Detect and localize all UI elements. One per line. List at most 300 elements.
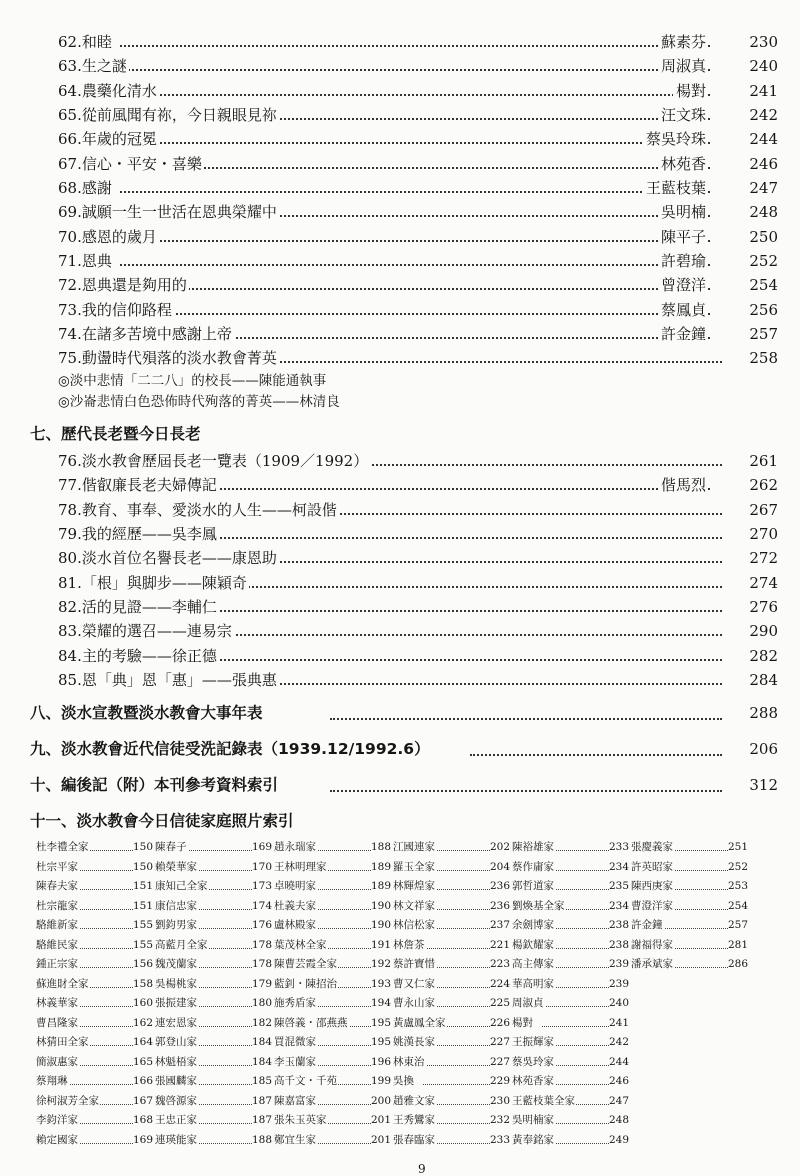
photo-index-entry bbox=[393, 1111, 516, 1131]
family-page: 237 bbox=[489, 919, 510, 931]
family-page: 185 bbox=[251, 1075, 272, 1087]
dot-leader bbox=[120, 69, 710, 71]
family-page: 199 bbox=[370, 1075, 391, 1087]
dot-leader bbox=[423, 948, 490, 949]
entry-page: 262 bbox=[749, 476, 778, 495]
entry-title: 78.教育、事奉、愛淡水的人生——柯設偕 bbox=[58, 498, 339, 522]
dot-leader bbox=[542, 1006, 609, 1007]
photo-index-column bbox=[631, 838, 754, 1150]
entry-page: 276 bbox=[749, 597, 778, 616]
entry-author: 王藍枝葉 bbox=[643, 176, 706, 200]
toc-note: ◎沙崙悲情白色恐佈時代殉落的菁英——林清良 bbox=[58, 393, 340, 410]
family-page: 221 bbox=[489, 938, 510, 951]
family-name: 劉煥基全家 bbox=[512, 897, 566, 917]
entry-title: 62.和睦 bbox=[58, 30, 114, 54]
family-name: 蔡翔琳 bbox=[36, 1072, 69, 1092]
toc-entry bbox=[0, 522, 800, 546]
toc-entry bbox=[0, 498, 800, 522]
photo-index-entry bbox=[393, 955, 516, 975]
photo-index-entry bbox=[512, 858, 635, 878]
photo-index-entry bbox=[36, 955, 159, 975]
family-name: 林詹茶 bbox=[393, 936, 426, 956]
toc-entry bbox=[0, 273, 800, 297]
family-page: 189 bbox=[370, 880, 391, 892]
family-page: 162 bbox=[132, 1016, 153, 1029]
family-name: 黃奉銘家 bbox=[512, 1131, 555, 1151]
family-name: 林東治 bbox=[393, 1053, 426, 1073]
family-page: 236 bbox=[489, 899, 510, 912]
family-page: 179 bbox=[251, 977, 272, 990]
toc-entry bbox=[0, 346, 800, 370]
family-page: 169 bbox=[132, 1133, 153, 1146]
toc-entry bbox=[0, 571, 800, 595]
family-page: 253 bbox=[727, 880, 748, 892]
photo-index-entry bbox=[512, 897, 635, 917]
family-page: 242 bbox=[608, 1036, 629, 1048]
entry-author: 吳明楠 bbox=[658, 200, 706, 224]
photo-index-entry bbox=[631, 955, 754, 975]
entry-title: 71.恩典 bbox=[58, 249, 114, 273]
family-name: 周淑貞 bbox=[512, 994, 545, 1014]
photo-index-column bbox=[155, 838, 278, 1150]
entry-page: 272 bbox=[749, 549, 778, 568]
photo-index-entry bbox=[274, 955, 397, 975]
family-page: 170 bbox=[251, 860, 272, 873]
family-name: 施秀盾家 bbox=[274, 994, 317, 1014]
entry-author: 陳平子 bbox=[658, 225, 706, 249]
family-page: 239 bbox=[608, 977, 629, 990]
photo-index-entry bbox=[155, 1072, 278, 1092]
table-of-contents bbox=[0, 30, 800, 836]
family-name: 杜宗平家 bbox=[36, 858, 79, 878]
family-name: 陳西庚家 bbox=[631, 877, 674, 897]
photo-index-entry bbox=[155, 1092, 278, 1112]
photo-index-entry bbox=[155, 838, 278, 858]
family-name: 張春臨家 bbox=[393, 1131, 436, 1151]
family-page: 195 bbox=[370, 1036, 391, 1048]
photo-index-entry bbox=[155, 897, 278, 917]
photo-index-entry bbox=[512, 936, 635, 956]
family-name: 高千文・千苑 bbox=[274, 1072, 338, 1092]
family-page: 184 bbox=[251, 1036, 272, 1048]
family-name: 楊對 bbox=[512, 1014, 534, 1034]
photo-index-entry bbox=[36, 897, 159, 917]
family-name: 蔡吳玲家 bbox=[512, 1053, 555, 1073]
section-title: 十一、淡水教會今日信徒家庭照片索引 bbox=[30, 807, 297, 836]
entry-page: 257 bbox=[749, 325, 778, 344]
entry-title: 74.在諸多苦境中感謝上帝 bbox=[58, 322, 234, 346]
entry-page: 252 bbox=[749, 252, 778, 271]
family-page: 226 bbox=[489, 1016, 510, 1029]
section-10-heading bbox=[0, 771, 800, 800]
family-name: 鄭宜生家 bbox=[274, 1131, 317, 1151]
photo-index-entry bbox=[512, 877, 635, 897]
photo-index-entry bbox=[36, 1033, 159, 1053]
family-name: 林信松家 bbox=[393, 916, 436, 936]
entry-title: 70.感恩的歲月 bbox=[58, 225, 159, 249]
family-page: 180 bbox=[251, 997, 272, 1009]
toc-entries-part-2 bbox=[0, 449, 800, 692]
photo-index-entry bbox=[155, 1033, 278, 1053]
photo-index-entry bbox=[36, 994, 159, 1014]
family-page: 246 bbox=[608, 1075, 629, 1087]
entry-title: 84.主的考驗——徐正德 bbox=[58, 644, 219, 668]
entry-author: 周淑真 bbox=[658, 54, 706, 78]
photo-index-entry bbox=[274, 897, 397, 917]
entry-title: 72.恩典還是夠用的 bbox=[58, 273, 189, 297]
entry-page: 284 bbox=[749, 670, 778, 689]
family-name: 杜義夫家 bbox=[274, 897, 317, 917]
family-name: 華高明家 bbox=[512, 975, 555, 995]
photo-index-entry bbox=[36, 1014, 159, 1034]
photo-index-entry bbox=[631, 838, 754, 858]
family-page: 240 bbox=[608, 997, 629, 1009]
family-name: 曹澄洋家 bbox=[631, 897, 674, 917]
photo-index-entry bbox=[393, 1072, 516, 1092]
entry-page: 258 bbox=[749, 349, 778, 368]
family-page: 151 bbox=[132, 880, 153, 892]
family-name: 陳春子 bbox=[155, 838, 188, 858]
dot-leader bbox=[120, 191, 710, 193]
photo-index-entry bbox=[393, 838, 516, 858]
family-page: 168 bbox=[132, 1114, 153, 1126]
photo-index-entry bbox=[36, 936, 159, 956]
photo-index-entry bbox=[155, 877, 278, 897]
family-name: 高主傳家 bbox=[512, 955, 555, 975]
family-page: 174 bbox=[251, 899, 272, 912]
family-page: 188 bbox=[370, 841, 391, 853]
family-name: 李鈞洋家 bbox=[36, 1111, 79, 1131]
family-page: 201 bbox=[370, 1114, 391, 1126]
family-page: 195 bbox=[370, 1016, 391, 1029]
family-page: 192 bbox=[370, 958, 391, 970]
photo-index-column bbox=[36, 838, 159, 1150]
toc-entries-part-1 bbox=[0, 30, 800, 371]
family-name: 連瑛能家 bbox=[155, 1131, 198, 1151]
photo-index-entry bbox=[512, 1092, 635, 1112]
entry-author: 林苑香 bbox=[658, 152, 706, 176]
family-name: 吳楊桃家 bbox=[155, 975, 198, 995]
family-page: 234 bbox=[608, 899, 629, 912]
photo-index-entry bbox=[512, 994, 635, 1014]
family-name: 林猜田全家 bbox=[36, 1033, 90, 1053]
family-name: 陳嘉富家 bbox=[274, 1092, 317, 1112]
section-page: 312 bbox=[749, 776, 778, 795]
family-page: 225 bbox=[489, 997, 510, 1009]
dot-leader bbox=[120, 288, 710, 290]
family-name: 林文祥家 bbox=[393, 897, 436, 917]
entry-page: 282 bbox=[749, 646, 778, 665]
family-name: 張國麟家 bbox=[155, 1072, 198, 1092]
dot-leader bbox=[185, 850, 252, 851]
photo-index-entry bbox=[631, 897, 754, 917]
family-name: 余劍博家 bbox=[512, 916, 555, 936]
family-name: 買混微家 bbox=[274, 1033, 317, 1053]
photo-index-entry bbox=[631, 877, 754, 897]
entry-author: 楊對 bbox=[673, 79, 706, 103]
family-name: 曹昌隆家 bbox=[36, 1014, 79, 1034]
dot-leader bbox=[120, 264, 710, 266]
family-page: 169 bbox=[251, 841, 272, 853]
family-page: 232 bbox=[489, 1114, 510, 1126]
toc-entry bbox=[0, 127, 800, 151]
family-page: 178 bbox=[251, 938, 272, 951]
family-page: 150 bbox=[132, 841, 153, 853]
family-page: 236 bbox=[489, 880, 510, 892]
photo-index-entry bbox=[36, 858, 159, 878]
toc-entry bbox=[0, 449, 800, 473]
photo-index-entry bbox=[512, 838, 635, 858]
entry-title: 75.動盪時代殞落的淡水教會菁英 bbox=[58, 346, 279, 370]
photo-index-entry bbox=[274, 1092, 397, 1112]
family-page: 188 bbox=[251, 1133, 272, 1146]
entry-page: 241 bbox=[749, 81, 778, 100]
entry-author: 蘇素芬 bbox=[658, 30, 706, 54]
entry-page: 240 bbox=[749, 57, 778, 76]
toc-entry bbox=[0, 176, 800, 200]
toc-entry bbox=[0, 595, 800, 619]
entry-title: 73.我的信仰路程 bbox=[58, 298, 174, 322]
photo-index-entry bbox=[36, 1053, 159, 1073]
family-page: 150 bbox=[132, 860, 153, 873]
toc-entry bbox=[0, 668, 800, 692]
family-name: 吳換 bbox=[393, 1072, 415, 1092]
entry-author: 許金鐘 bbox=[658, 322, 706, 346]
family-page: 201 bbox=[370, 1133, 391, 1146]
family-page: 187 bbox=[251, 1114, 272, 1126]
family-name: 許英昭家 bbox=[631, 858, 674, 878]
photo-index-entry bbox=[631, 858, 754, 878]
photo-index-entry bbox=[393, 897, 516, 917]
section-title: 九、淡水教會近代信徒受洗記錄表（1939.12/1992.6） bbox=[30, 735, 433, 764]
dot-leader bbox=[120, 142, 710, 144]
dot-leader bbox=[120, 94, 710, 96]
photo-index-entry bbox=[512, 1072, 635, 1092]
family-name: 蔡許寶惜 bbox=[393, 955, 436, 975]
photo-index-entry bbox=[274, 877, 397, 897]
family-name: 曹又仁家 bbox=[393, 975, 436, 995]
photo-index-entry bbox=[274, 1053, 397, 1073]
photo-index-entry bbox=[36, 877, 159, 897]
family-name: 王忠正家 bbox=[155, 1111, 198, 1131]
family-page: 184 bbox=[251, 1055, 272, 1068]
family-page: 164 bbox=[132, 1036, 153, 1048]
family-page: 227 bbox=[489, 1055, 510, 1068]
entry-page: 254 bbox=[749, 276, 778, 295]
family-name: 杜宗龍家 bbox=[36, 897, 79, 917]
photo-index-entry bbox=[274, 1072, 397, 1092]
photo-index-column bbox=[512, 838, 635, 1150]
family-page: 196 bbox=[370, 1055, 391, 1068]
family-name: 蘇進財全家 bbox=[36, 975, 90, 995]
family-name: 陳啓義・邵燕燕 bbox=[274, 1014, 349, 1034]
photo-index-grid bbox=[36, 838, 776, 1150]
family-name: 盧林殿家 bbox=[274, 916, 317, 936]
photo-index-entry bbox=[512, 1014, 635, 1034]
dot-leader bbox=[330, 790, 722, 792]
photo-index-entry bbox=[155, 1111, 278, 1131]
photo-index-entry bbox=[393, 858, 516, 878]
entry-title: 81.「根」與脚步——陳穎奇 bbox=[58, 571, 249, 595]
entry-title: 66.年歲的冠冕 bbox=[58, 127, 159, 151]
family-name: 康信忠家 bbox=[155, 897, 198, 917]
toc-entry bbox=[0, 322, 800, 346]
entry-title: 85.恩「典」恩「惠」——張典惠 bbox=[58, 668, 279, 692]
family-name: 駱維民家 bbox=[36, 936, 79, 956]
photo-index-entry bbox=[36, 1131, 159, 1151]
family-name: 康知己全家 bbox=[155, 877, 209, 897]
family-name: 李玉蘭家 bbox=[274, 1053, 317, 1073]
family-name: 蔡作庸家 bbox=[512, 858, 555, 878]
family-name: 趙永瑞家 bbox=[274, 838, 317, 858]
photo-index-entry bbox=[155, 858, 278, 878]
entry-author: 曾澄洋 bbox=[658, 273, 706, 297]
page-number: 9 bbox=[418, 1162, 426, 1176]
photo-index-entry bbox=[393, 1092, 516, 1112]
family-page: 247 bbox=[608, 1094, 629, 1107]
entry-author: 蔡鳳貞 bbox=[658, 298, 706, 322]
photo-index-entry bbox=[393, 975, 516, 995]
family-name: 張朱玉英家 bbox=[274, 1111, 328, 1131]
entry-title: 76.淡水教會歷屆長老一覽表（1909／1992） bbox=[58, 449, 370, 473]
dot-leader bbox=[423, 1065, 490, 1066]
toc-entry bbox=[0, 298, 800, 322]
family-page: 165 bbox=[132, 1055, 153, 1068]
photo-index-entry bbox=[36, 1092, 159, 1112]
family-name: 張慶義家 bbox=[631, 838, 674, 858]
toc-entry bbox=[0, 225, 800, 249]
toc-entry bbox=[0, 473, 800, 497]
family-page: 227 bbox=[489, 1036, 510, 1048]
family-page: 193 bbox=[370, 977, 391, 990]
family-name: 陳春夫家 bbox=[36, 877, 79, 897]
dot-leader bbox=[120, 313, 710, 315]
dot-leader bbox=[470, 754, 722, 756]
toc-entry bbox=[0, 546, 800, 570]
photo-index-entry bbox=[155, 994, 278, 1014]
entry-title: 63.生之謎 bbox=[58, 54, 129, 78]
family-page: 173 bbox=[251, 880, 272, 892]
family-page: 254 bbox=[727, 899, 748, 912]
photo-index-entry bbox=[274, 838, 397, 858]
photo-index-entry bbox=[155, 1131, 278, 1151]
photo-index-entry bbox=[155, 1014, 278, 1034]
entry-author: 汪文珠 bbox=[658, 103, 706, 127]
toc-entry bbox=[0, 103, 800, 127]
family-page: 234 bbox=[608, 860, 629, 873]
family-page: 167 bbox=[132, 1094, 153, 1107]
family-name: 陳裕雄家 bbox=[512, 838, 555, 858]
toc-entry bbox=[0, 30, 800, 54]
toc-entry bbox=[0, 644, 800, 668]
family-name: 連宏恩家 bbox=[155, 1014, 198, 1034]
family-page: 191 bbox=[370, 938, 391, 951]
section-page: 206 bbox=[749, 740, 778, 759]
entry-title: 79.我的經歷——吳李鳳 bbox=[58, 522, 219, 546]
family-page: 160 bbox=[132, 997, 153, 1009]
family-page: 241 bbox=[608, 1016, 629, 1029]
photo-index-entry bbox=[631, 916, 754, 936]
family-name: 王藍枝葉全家 bbox=[512, 1092, 576, 1112]
family-page: 252 bbox=[727, 860, 748, 873]
family-name: 黃盧鳳全家 bbox=[393, 1014, 447, 1034]
family-page: 190 bbox=[370, 899, 391, 912]
photo-index-entry bbox=[274, 1014, 397, 1034]
entry-title: 65.從前風聞有祢，今日親眼見祢 bbox=[58, 103, 279, 127]
family-name: 姚漢長家 bbox=[393, 1033, 436, 1053]
photo-index-entry bbox=[36, 916, 159, 936]
family-page: 235 bbox=[608, 880, 629, 892]
family-page: 223 bbox=[489, 958, 510, 970]
family-name: 王林明理家 bbox=[274, 858, 328, 878]
family-page: 178 bbox=[251, 958, 272, 970]
family-page: 229 bbox=[489, 1075, 510, 1087]
photo-index-entry bbox=[155, 916, 278, 936]
family-name: 徐柯淑芳全家 bbox=[36, 1092, 100, 1112]
entry-page: 246 bbox=[749, 154, 778, 173]
photo-index-entry bbox=[393, 936, 516, 956]
family-page: 194 bbox=[370, 997, 391, 1009]
photo-index-entry bbox=[155, 955, 278, 975]
photo-index-entry bbox=[274, 1131, 397, 1151]
photo-index-entry bbox=[155, 936, 278, 956]
family-name: 江國連家 bbox=[393, 838, 436, 858]
photo-index-column bbox=[274, 838, 397, 1150]
family-name: 林魁梧家 bbox=[155, 1053, 198, 1073]
family-name: 卓曉明家 bbox=[274, 877, 317, 897]
dot-leader bbox=[330, 718, 722, 720]
family-name: 葉茂林全家 bbox=[274, 936, 328, 956]
entry-page: 290 bbox=[749, 622, 778, 641]
section-page: 288 bbox=[749, 704, 778, 723]
entry-page: 256 bbox=[749, 300, 778, 319]
entry-title: 82.活的見證——李輔仁 bbox=[58, 595, 219, 619]
entry-page: 247 bbox=[749, 179, 778, 198]
family-name: 杜李禮全家 bbox=[36, 838, 90, 858]
family-page: 158 bbox=[132, 977, 153, 990]
family-name: 賴定國家 bbox=[36, 1131, 79, 1151]
section-11-heading bbox=[0, 807, 800, 836]
family-name: 郭哲道家 bbox=[512, 877, 555, 897]
family-page: 176 bbox=[251, 919, 272, 931]
photo-index-entry bbox=[274, 916, 397, 936]
family-page: 239 bbox=[608, 958, 629, 970]
family-name: 魏茂蘭家 bbox=[155, 955, 198, 975]
toc-entry bbox=[0, 79, 800, 103]
entry-page: 244 bbox=[749, 130, 778, 149]
family-name: 吳明楠家 bbox=[512, 1111, 555, 1131]
photo-index-entry bbox=[512, 975, 635, 995]
family-name: 楊欽耀家 bbox=[512, 936, 555, 956]
family-name: 曹永山家 bbox=[393, 994, 436, 1014]
family-page: 248 bbox=[608, 1114, 629, 1126]
photo-index-entry bbox=[512, 1131, 635, 1151]
photo-index-entry bbox=[393, 916, 516, 936]
dot-leader bbox=[661, 928, 728, 929]
family-page: 204 bbox=[489, 860, 510, 873]
family-name: 藍釗・陳招治 bbox=[274, 975, 338, 995]
photo-index-entry bbox=[393, 1131, 516, 1151]
entry-page: 248 bbox=[749, 203, 778, 222]
family-name: 林義華家 bbox=[36, 994, 79, 1014]
photo-index-entry bbox=[393, 1053, 516, 1073]
family-page: 286 bbox=[727, 958, 748, 970]
section-title: 八、淡水宣教暨淡水教會大事年表 bbox=[30, 699, 266, 728]
family-name: 王振輝家 bbox=[512, 1033, 555, 1053]
entry-page: 242 bbox=[749, 106, 778, 125]
entry-author: 許碧瑜 bbox=[658, 249, 706, 273]
family-name: 鍾正宗家 bbox=[36, 955, 79, 975]
